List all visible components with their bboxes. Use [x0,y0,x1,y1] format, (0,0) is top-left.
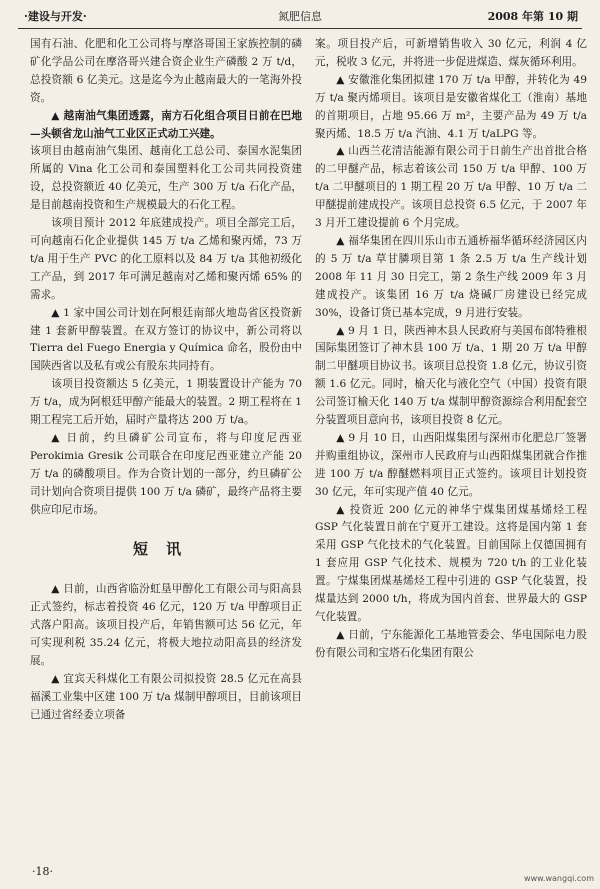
paragraph: ▲ 福华集团在四川乐山市五通桥福华循环经济园区内的 5 万 t/a 草甘膦项目第 1 条 2.5 万 t/a 生产线计划 2008 年 11 月 30 日完工，第 2 条生产线 2009 年 3 月建成投产。该集团 16 万 t/a 烧碱厂房建设已经完成 30%，设备订货已基本完成，9 月进行安装。 [315,234,587,319]
paragraph: 该项目由越南油气集团、越南化工总公司、泰国水泥集团所属的 Vina 化工公司和泰国塑料化工公司共同投资建设，总投资额近 40 亿美元，生产 300 万 t/a 石化产品，是目前越南投资和生产规模最大的石化工程。 [30,145,302,212]
paragraph: ▲ 安徽淮化集团拟建 170 万 t/a 甲醇，并转化为 49 万 t/a 聚丙烯项目。该项目是安徽省煤化工（淮南）基地的首期项目，占地 95.66 万 m²，主要产品为 49 万 t/a 聚丙烯、18.5 万 t/a 汽油、4.1 万 t/aLPG 等。 [315,73,587,140]
section-title: 短讯 [132,540,199,559]
paragraph: ▲ 日前，宁东能源化工基地管委会、华电国际电力股份有限公司和宝塔石化集团有限公 [315,628,587,659]
issue-label: 2008 年第 10 期 [487,10,578,23]
page-number: ·18· [32,865,53,878]
paragraph: ▲ 9 月 1 日，陕西神木县人民政府与美国布郎特雅根国际集团签订了神木县 100 万 t/a、1 期 20 万 t/a 甲醇制二甲醚项目协议书。该项目总投资 1.8 亿元，协议引资额 1.6 亿元。同时，榆天化与液化空气（中国）投资有限公司签订榆天化 140 万 t/a 煤制甲醇资源综合利用配套空分装置项目意向书，该项目投资 8 亿元。 [315,324,587,427]
paragraph: 案。项目投产后，可新增销售收入 30 亿元，利润 4 亿元，税收 3 亿元，并将进一步促进煤造、煤灰循环利用。 [315,38,587,68]
paragraph: ▲ 越南油气集团透露，南方石化组合项目日前在巴地—头顿省龙山油气工业区正式动工兴建。 [30,109,302,140]
paragraph: ▲ 1 家中国公司计划在阿根廷南部火地岛省区投资新建 1 套新甲醇装置。在双方签订的协议中，新公司将以 Tierra del Fuego Energia y Química 命名，股份由中国陕西省以及私有或公有股东共同持有。 [30,306,302,373]
paragraph: 该项目投资额达 5 亿美元，1 期装置设计产能为 70 万 t/a，成为阿根廷甲醇产能最大的装置。2 期工程将在 1 期工程完工后开始，届时产量将达 200 万 t/a。 [30,378,302,427]
paragraph: ▲ 投资近 200 亿元的神华宁煤集团煤基烯烃工程 GSP 气化装置日前在宁夏开工建设。这将是国内第 1 套采用 GSP 气化技术的气化装置。目前国际上仅德国拥有 1 套应用 GSP 气化技术、规模为 720 t/h 的工业化装置。宁煤集团煤基烯烃工程中引进的 GSP 气化装置，投煤量达到 2000 t/h，将成为国内首套、世界最大的 GSP 气化装置。 [315,503,587,623]
paragraph: 国有石油、化肥和化工公司将与摩洛哥国王家族控制的磷矿化学品公司在摩洛哥兴建合资企业生产磷酸 2 万 t/d，总投资额 6 亿美元。这是迄今为止越南最大的一笔海外投资。 [30,38,302,104]
running-header [18,6,582,29]
watermark: www.wangqi.com [524,874,594,883]
left-column [30,36,302,725]
paragraph: ▲ 9 月 10 日，山西阳煤集团与深州市化肥总厂签署并购重组协议，深州市人民政府与山西阳煤集团就合作推进 100 万 t/a 醇醚燃料项目正式签约。该项目计划投资 30 亿元，年可实现产值 40 亿元。 [315,431,587,498]
paragraph: ▲ 日前，山西省临汾虹垦甲醇化工有限公司与阳高县正式签约，标志着投资 46 亿元，120 万 t/a 甲醇项目正式落户阳高。该项目投产后，年销售额可达 56 亿元，年可实现利税 35.24 亿元，将极大地拉动阳高县的经济发展。 [30,583,302,667]
paragraph: ▲ 山西兰花清洁能源有限公司于日前生产出首批合格的二甲醚产品，标志着该公司 150 万 t/a 甲醇、100 万 t/a 二甲醚项目的 1 期工程 20 万 t/a 甲醇、10 万 t/a 二甲醚提前建成投产。该项目总投资 6.5 亿元，于 2007 年 3 月开工建设提前 6 个月完成。 [315,145,587,230]
right-column [315,36,587,663]
paragraph: ▲ 宜宾天科煤化工有限公司拟投资 28.5 亿元在高县福溪工业集中区建 100 万 t/a 煤制甲醇项目，目前该项目已通过省经委立项备 [30,672,302,721]
paragraph: ▲ 日前，约旦磷矿公司宣布，将与印度尼西亚 Perokimia Gresik 公司联合在印度尼西亚建立产能 20 万 t/a 的磷酸项目。作为合资计划的一部分，约旦磷矿公司计划向合资项目提供 100 万 t/a 磷矿，最终产品将主要供应印尼市场。 [30,431,302,516]
section-label: ·建设与开发· [24,10,87,23]
paragraph: 该项目预计 2012 年底建成投产。项目全部完工后，可向越南石化企业提供 145 万 t/a 乙烯和聚丙烯，73 万 t/a 用于生产 PVC 的化工原料以及 84 万 t/a 其他初级化工产品，到 2017 年可满足越南对乙烯和聚丙烯 65% 的需求。 [30,217,302,301]
journal-title: 氮肥信息 [278,10,322,23]
